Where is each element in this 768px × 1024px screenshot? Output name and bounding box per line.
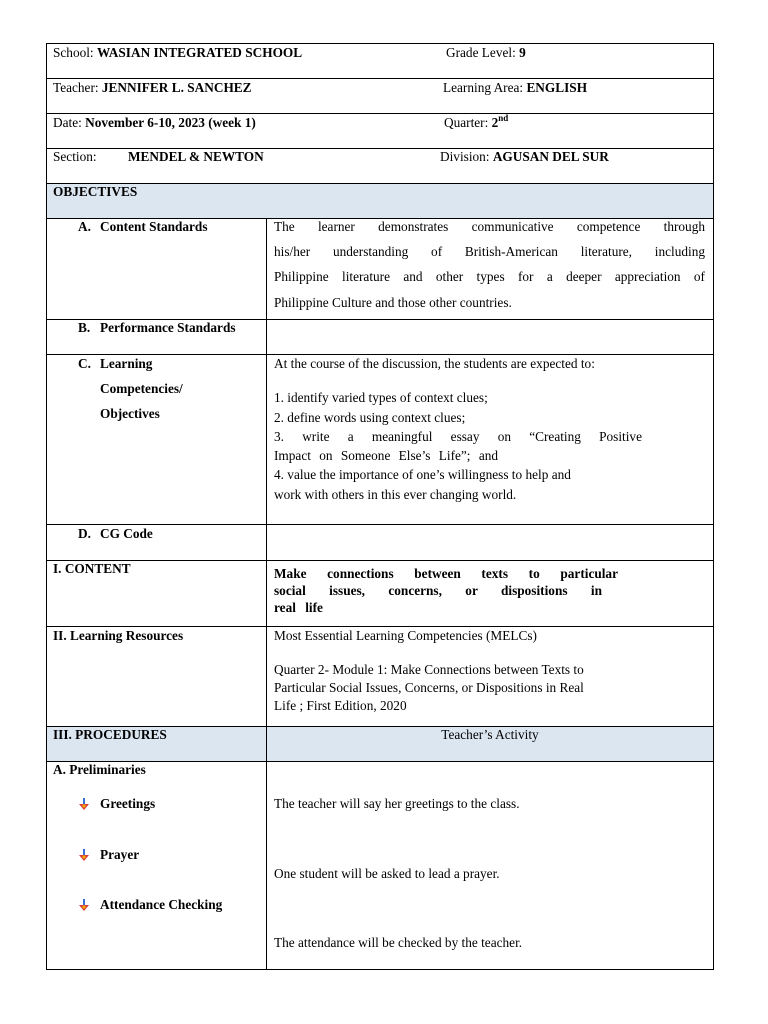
quarter-superscript: nd xyxy=(498,113,509,123)
school-label: School: xyxy=(53,45,97,60)
module-line-1: Quarter 2- Module 1: Make Connections between Texts to xyxy=(274,662,584,677)
performance-standards-label: Performance Standards xyxy=(100,320,236,335)
school-value: WASIAN INTEGRATED SCHOOL xyxy=(96,45,303,60)
item-marker-d: D. xyxy=(78,526,91,541)
content-standards-line-1: The learner demonstrates communicative competence through xyxy=(274,219,705,234)
competencies-label-line-3: Objectives xyxy=(100,406,160,421)
competencies-intro: At the course of the discussion, the students are expected to: xyxy=(274,356,595,371)
prayer-activity: One student will be asked to lead a prayer. xyxy=(274,866,500,881)
item-marker-c: C. xyxy=(78,356,91,371)
teacher-label: Teacher: xyxy=(53,80,102,95)
cg-code-label: CG Code xyxy=(100,526,153,541)
bullet-arrow-icon xyxy=(77,898,91,912)
content-standards-line-2: his/her understanding of British-American literature, including xyxy=(274,244,705,259)
prayer-label: Prayer xyxy=(100,847,140,862)
competency-item-2: 2. define words using context clues; xyxy=(274,410,466,425)
section-label: Section: xyxy=(53,149,97,164)
attendance-activity: The attendance will be checked by the teacher. xyxy=(274,935,523,950)
quarter-field xyxy=(444,115,508,132)
bullet-arrow-icon xyxy=(77,797,91,811)
quarter-value: 2 xyxy=(491,115,499,130)
date-label: Date: xyxy=(53,115,86,130)
module-line-2: Particular Social Issues, Concerns, or Dispositions in Real xyxy=(274,680,584,695)
competency-item-4: 4. value the importance of one’s willingness to help and xyxy=(274,467,571,482)
grade-field xyxy=(446,45,526,61)
date-value: November 6-10, 2023 (week 1) xyxy=(85,115,256,130)
grade-label: Grade Level: xyxy=(446,45,520,60)
school-field xyxy=(53,45,302,61)
competency-item-1: 1. identify varied types of context clues; xyxy=(274,390,488,405)
content-line-3: real life xyxy=(274,600,323,615)
learning-area-value: ENGLISH xyxy=(526,80,588,95)
content-line-1: Make connections between texts to particular xyxy=(274,566,618,581)
content-label: I. CONTENT xyxy=(53,561,131,576)
section-value: MENDEL & NEWTON xyxy=(128,149,264,164)
teachers-activity-header: Teacher’s Activity xyxy=(441,727,539,742)
learning-resources-label: II. Learning Resources xyxy=(53,628,184,643)
learning-area-field xyxy=(443,80,587,96)
content-standards-line-4: Philippine Culture and those other countries. xyxy=(274,295,512,310)
objectives-header-shade xyxy=(47,184,713,218)
procedures-label: III. PROCEDURES xyxy=(53,727,167,742)
date-field xyxy=(53,115,256,131)
division-field xyxy=(440,149,609,165)
item-marker-a: A. xyxy=(78,219,91,234)
competencies-label-line-2: Competencies/ xyxy=(100,381,183,396)
content-line-2: social issues, concerns, or dispositions in xyxy=(274,583,602,598)
greetings-label: Greetings xyxy=(100,796,156,811)
competency-item-4-cont: work with others in this ever changing world. xyxy=(274,487,517,502)
content-standards-line-3: Philippine literature and other types for a deeper appreciation of xyxy=(274,269,705,284)
division-label: Division: xyxy=(440,149,493,164)
competency-item-3: 3. write a meaningful essay on “Creating Positive xyxy=(274,429,642,444)
learning-area-label: Learning Area: xyxy=(443,80,527,95)
teacher-field xyxy=(53,80,252,96)
content-standards-label: Content Standards xyxy=(100,219,208,234)
melcs-line: Most Essential Learning Competencies (MELCs) xyxy=(274,628,537,643)
teacher-value: JENNIFER L. SANCHEZ xyxy=(101,80,252,95)
item-marker-b: B. xyxy=(78,320,91,335)
objectives-heading: OBJECTIVES xyxy=(53,184,138,199)
grade-value: 9 xyxy=(519,45,526,60)
greetings-activity: The teacher will say her greetings to the class. xyxy=(274,796,520,811)
preliminaries-label: A. Preliminaries xyxy=(53,762,146,777)
attendance-label: Attendance Checking xyxy=(100,897,223,912)
module-line-3: Life ; First Edition, 2020 xyxy=(274,698,407,713)
quarter-label: Quarter: xyxy=(444,115,492,130)
competency-item-3-cont: Impact on Someone Else’s Life”; and xyxy=(274,448,499,463)
division-value: AGUSAN DEL SUR xyxy=(492,149,609,164)
bullet-arrow-icon xyxy=(77,848,91,862)
competencies-label-line-1: Learning xyxy=(100,356,153,371)
